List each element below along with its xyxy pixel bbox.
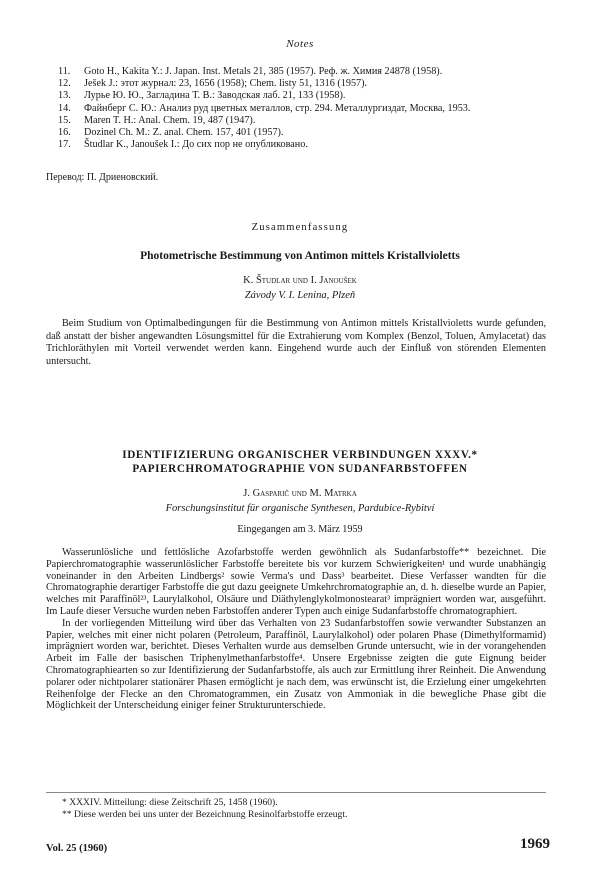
footnote: ** Diese werden bei uns unter der Bezeichnung Resinolfarbstoffe erzeugt. [62,809,348,820]
reference-number: 12. [58,78,71,90]
summary-title: Photometrische Bestimmung von Antimon mittels Kristallvioletts [140,250,460,262]
translator-credit: Перевод: П. Дриеновский. [46,172,159,183]
reference-text: Študlar K., Janoušek I.: До сих пор не опубликовано. [84,139,308,151]
received-date: Eingegangen am 3. März 1959 [237,524,363,535]
reference-number: 14. [58,102,71,114]
summary-authors: K. Študlar und I. Janoušek [243,275,357,286]
reference-number: 15. [58,114,71,126]
reference-text: Ješek J.: этот журнал: 23, 1656 (1958); Chem. listy 51, 1316 (1957). [84,78,368,90]
article-title [0,448,600,476]
footnote-divider [46,792,546,793]
reference-number: 16. [58,127,71,139]
reference-text: Maren T. H.: Anal. Chem. 19, 487 (1947). [84,114,256,126]
reference-item [58,103,548,115]
reference-item [58,139,548,151]
article-title-line: IDENTIFIZIERUNG ORGANISCHER VERBINDUNGEN XXXV.* [122,449,478,461]
volume-label: Vol. 25 (1960) [46,843,108,854]
reference-number: 11. [58,66,71,77]
reference-number: 17. [58,139,71,151]
page-number: 1969 [520,836,550,852]
reference-item [58,90,548,102]
footnote: * XXXIV. Mitteilung: diese Zeitschrift 25, 1458 (1960). [62,797,278,808]
reference-text: Dozinel Ch. M.: Z. anal. Chem. 157, 401 (1957). [84,127,284,139]
reference-text: Goto H., Kakita Y.: J. Japan. Inst. Metals 21, 385 (1957). Реф. ж. Химия 24878 (1958). [84,66,443,77]
article-paragraph: Wasserunlösliche und fettlösliche Azofarbstoffe werden gewöhnlich als Sudanfarbstoffe** bezeichnet. Die Papierchromatographie wasserunlöslicher Farbstoffe bereitete bis vor kurzem Schwierigkeiten¹ und wurde unabhängig voneinander in den Arbeiten Lindbergs² sowie Verma's und Dass³ bearbeitet. Diese Verfasser wandten für die Chromatographie derartiger Farbstoffe die gut dazu geeignete Umkehrchromatographie an, d. h. dieselbe wurde an Papier, welches mit Paraffinöl²³, Laurylalkohol, Olsäure und Diäthylenglykolmonostearat³ imprägniert worden war, ausgeführt. Im Laufe dieser Versuche wurden neben Farbstoffen anderer Typen auch einige Sudanfarbstoffe chromatographiert. [46,547,546,617]
article-affiliation: Forschungsinstitut für organische Synthesen, Pardubice-Rybitví [165,503,435,514]
article-authors: J. Gasparič und M. Matrka [243,488,357,499]
reference-item [58,78,548,90]
reference-text: Лурье Ю. Ю., Загладина Т. В.: Заводская лаб. 21, 133 (1958). [84,90,346,102]
reference-item [58,66,548,78]
summary-heading: Zusammenfassung [251,222,349,233]
footnotes [62,797,542,821]
reference-list [58,66,548,151]
summary-body: Beim Studium von Optimalbedingungen für die Bestimmung von Antimon mittels Kristallvioletts wurde gefunden, daß anstatt der bisher angewandten Lösungsmittel für die Extrahierung vom Komplex (Benzol, Toluen, Amylacetat) das Trichloräthylen mit Vorteil verwendet werden kann. Eingehend wurde auch der Einfluß von störenden Elementen untersucht. [46,318,546,367]
reference-number: 13. [58,90,71,102]
article-title-line: PAPIERCHROMATOGRAPHIE VON SUDANFARBSTOFFEN [132,463,468,475]
article-paragraph: In der vorliegenden Mitteilung wird über das Verhalten von 23 Sudanfarbstoffen sowie verwandter Substanzen an Papier, welches mit einer nicht polaren (Petroleum, Paraffinöl, Laurylalkohol) oder polaren Phase (Dimethylformamid) imprägniert worden war, berichtet. Dieses Verhalten wurde aus demselben Grunde untersucht, wie in der vorangehenden Arbeit im Falle der basischen Triphenylmethanfarbstoffe⁴. Unsere Ergebnisse zeigten die gute Eignung beider Chromatographiearten so zur Identifizierung der Sudanfarbstoffe, als auch zur Ermittlung ihrer Reinheit. Die Anwendung polarer oder nichtpolarer stationärer Phasen ermöglicht je nach dem, was erwünscht ist, die Erzielung einer umgekehrten Reihenfolge der Flecke an den Chromatogrammen, ein Zusatz von Ammoniak in die bewegliche Phase gibt die Möglichkeit der Unterscheidung einiger feiner Strukturunterschiede. [46,617,546,712]
reference-item [58,115,548,127]
summary-affiliation: Závody V. I. Lenina, Plzeň [244,290,356,301]
reference-item [58,127,548,139]
article-body [46,547,546,712]
reference-text: Файнберг С. Ю.: Анализ руд цветных металлов, стр. 294. Металлургиздат, Москва, 1953. [84,102,471,114]
running-head: Notes [286,38,314,50]
